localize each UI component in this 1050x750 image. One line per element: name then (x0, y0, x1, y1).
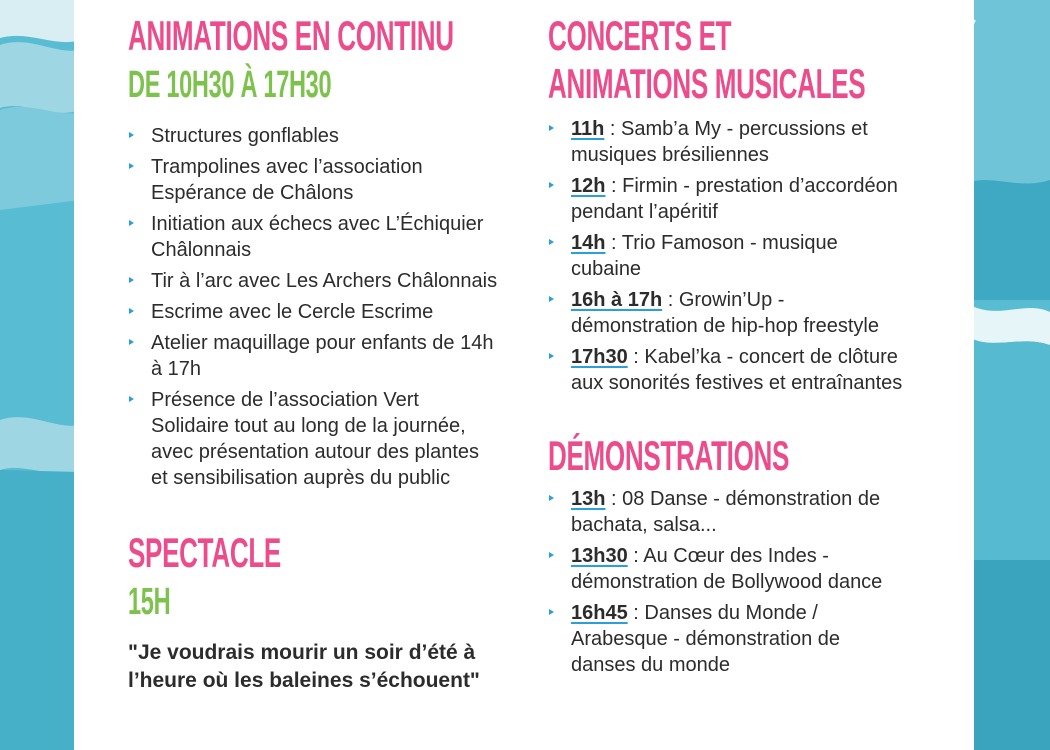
list-item-text: : Trio Famoson - musique cubaine (571, 232, 838, 280)
triangle-bullet-icon (129, 339, 134, 345)
demonstrations-list (548, 486, 898, 678)
triangle-bullet-icon (549, 609, 554, 615)
triangle-bullet-icon (129, 132, 134, 138)
triangle-bullet-icon (549, 353, 554, 359)
list-item-text: : Firmin - prestation d’accordéon pendant l’apéritif (571, 175, 898, 223)
concerts-list (548, 116, 908, 396)
list-item (548, 600, 898, 678)
list-item-text: : Samb’a My - percussions et musiques brésiliennes (571, 118, 868, 166)
section-title-concerts-line2: ANIMATIONS MUSICALES (548, 60, 866, 107)
triangle-bullet-icon (549, 552, 554, 558)
animations-list (128, 123, 508, 491)
list-item-text: Structures gonflables (151, 125, 339, 147)
triangle-bullet-icon (549, 239, 554, 245)
section-subtitle-hours: DE 10H30 À 17H30 (128, 64, 332, 106)
list-item-text: Tir à l’arc avec Les Archers Châlonnais (151, 270, 498, 292)
list-item-text: Atelier maquillage pour enfants de 14h à 17h (151, 332, 494, 380)
list-item (548, 287, 908, 339)
list-item (548, 230, 908, 282)
section-title-animations: ANIMATIONS EN CONTINU (128, 12, 454, 59)
time-label: 13h (571, 488, 606, 510)
list-item (128, 387, 501, 491)
list-item (548, 486, 898, 538)
list-item-text: : Kabel’ka - concert de clôture aux sonorités festives et entraînantes (571, 346, 903, 394)
triangle-bullet-icon (549, 125, 554, 131)
list-item-text: Escrime avec le Cercle Escrime (151, 301, 434, 323)
right-column (548, 0, 928, 683)
list-item-text: : Danses du Monde / Arabesque - démonstration de danses du monde (571, 602, 841, 676)
list-item-text: : Growin’Up - démonstration de hip-hop freestyle (571, 289, 879, 337)
time-label: 16h à 17h (571, 289, 663, 311)
list-item (128, 211, 508, 263)
list-item-text: Initiation aux échecs avec L’Échiquier Châlonnais (151, 213, 484, 261)
list-item-text: Trampolines avec l’association Espérance de Châlons (151, 156, 423, 204)
section-title-demonstrations: DÉMONSTRATIONS (548, 432, 790, 479)
list-item (548, 116, 908, 168)
list-item (128, 123, 508, 149)
triangle-bullet-icon (129, 163, 134, 169)
left-column (128, 0, 508, 695)
time-label: 17h30 (571, 346, 628, 368)
list-item-text: Présence de l’association Vert Solidaire tout au long de la journée, avec présentation autour des plantes et sensibilisation auprès du public (151, 389, 479, 489)
list-item (128, 154, 508, 206)
time-label: 13h30 (571, 545, 628, 567)
list-item (548, 173, 908, 225)
spectacle-time: 15H (128, 581, 171, 623)
list-item (128, 330, 508, 382)
triangle-bullet-icon (129, 396, 134, 402)
section-title-concerts-line1: CONCERTS ET (548, 12, 732, 59)
triangle-bullet-icon (549, 182, 554, 188)
triangle-bullet-icon (129, 308, 134, 314)
list-item-text: : 08 Danse - démonstration de bachata, salsa... (571, 488, 881, 536)
time-label: 12h (571, 175, 606, 197)
time-label: 11h (571, 118, 605, 140)
section-title-spectacle: SPECTACLE (128, 529, 281, 576)
program-card (74, 0, 974, 750)
list-item (128, 268, 508, 294)
triangle-bullet-icon (129, 277, 134, 283)
list-item-text: : Au Cœur des Indes - démonstration de Bollywood dance (571, 545, 883, 593)
list-item (548, 344, 908, 396)
triangle-bullet-icon (549, 495, 554, 501)
list-item (548, 543, 898, 595)
spectacle-quote: "Je voudrais mourir un soir d’été à l’heure où les baleines s’échouent" (128, 641, 480, 692)
triangle-bullet-icon (549, 296, 554, 302)
time-label: 14h (571, 232, 606, 254)
list-item (128, 299, 508, 325)
time-label: 16h45 (571, 602, 628, 624)
triangle-bullet-icon (129, 220, 134, 226)
